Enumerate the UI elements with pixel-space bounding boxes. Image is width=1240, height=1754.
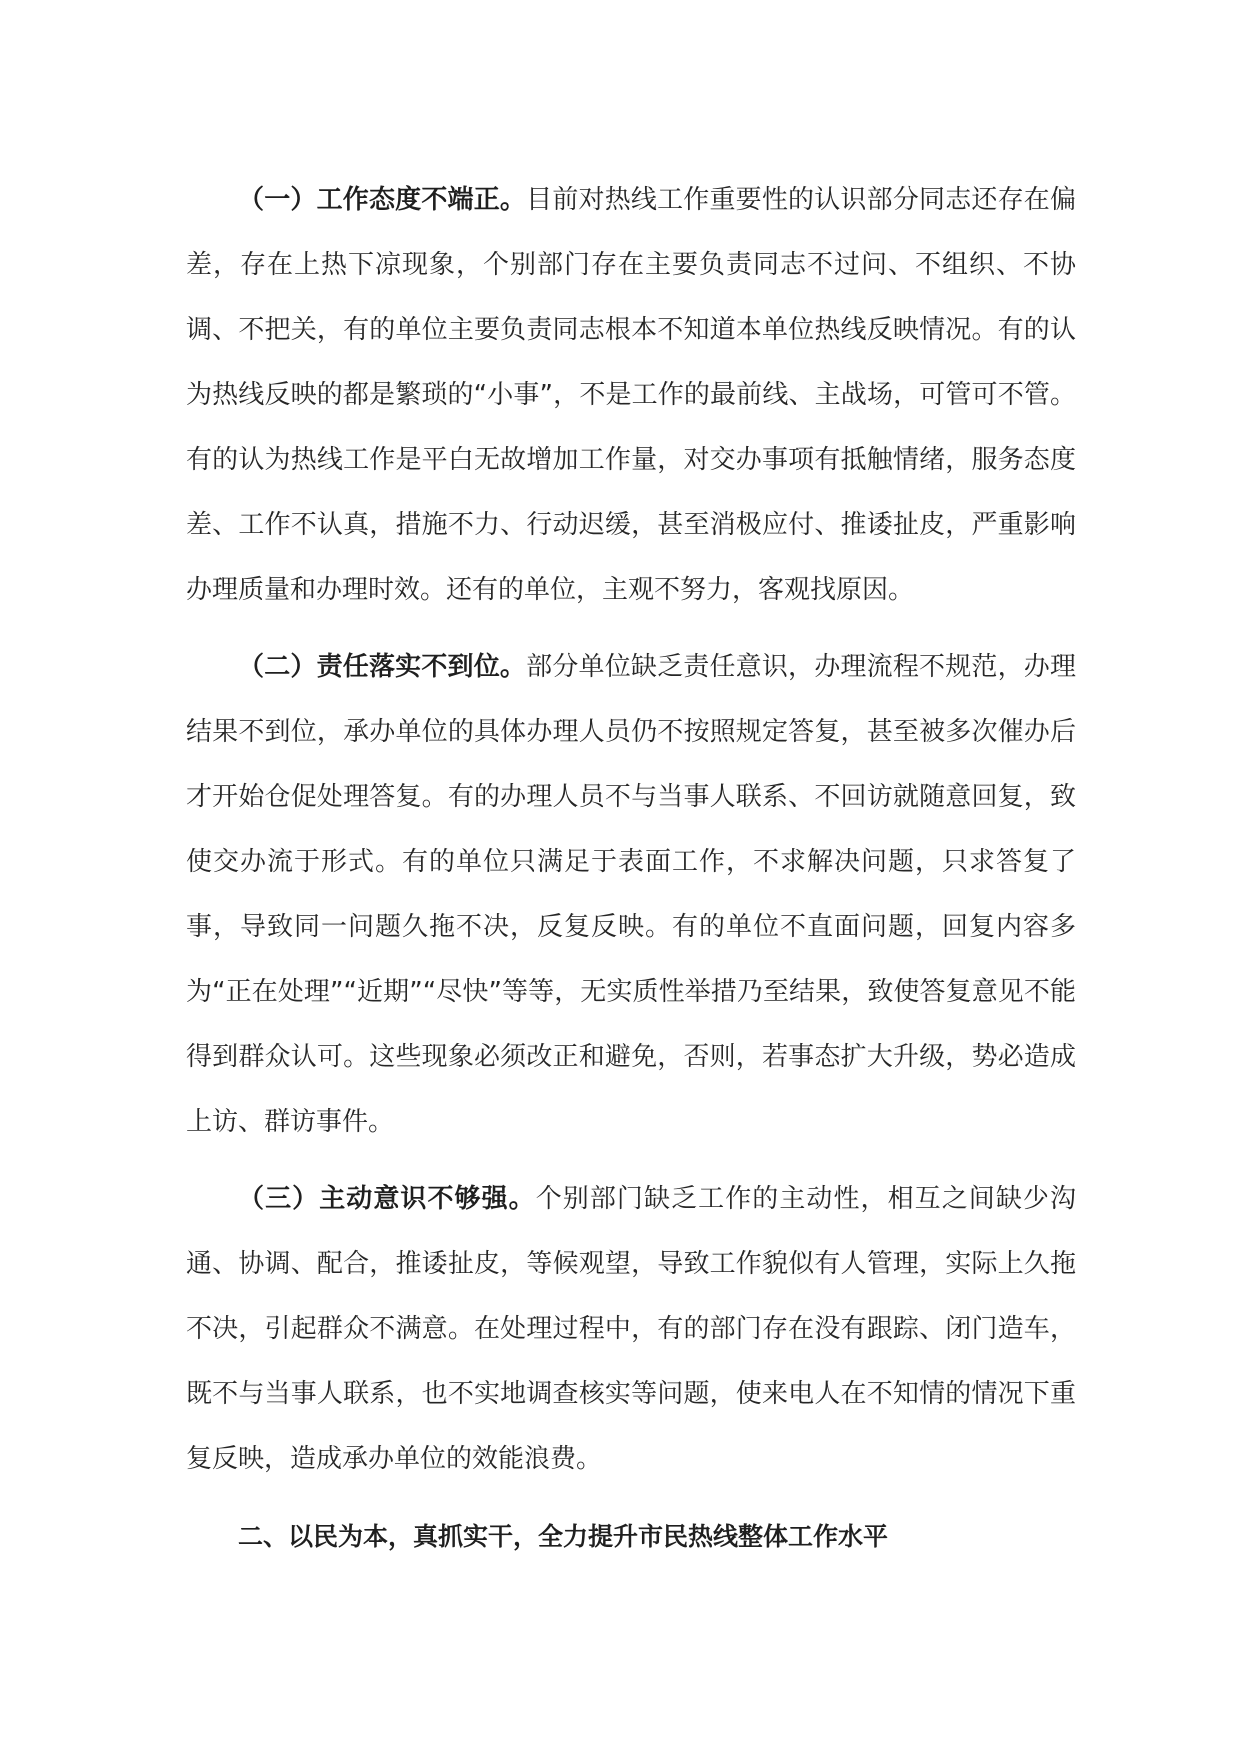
paragraph-body: 个别部门缺乏工作的主动性，相互之间缺少沟通、协调、配合，推诿扯皮，等候观望，导致工作貌似有人管理，实际上久拖不决，引起群众不满意。在处理过程中，有的部门存在没有跟踪、闭门造车，既不与当事人联系，也不实地调查核实等问题，使来电人在不知情的情况下重复反映，造成承办单位的效能浪费。 <box>186 1184 1076 1474</box>
paragraph-initiative <box>186 1167 1076 1492</box>
paragraph-responsibility <box>186 635 1076 1155</box>
paragraph-body: 目前对热线工作重要性的认识部分同志还存在偏差，存在上热下凉现象，个别部门存在主要负责同志不过问、不组织、不协调、不把关，有的单位主要负责同志根本不知道本单位热线反映情况。有的认为热线反映的都是繁琐的“小事”，不是工作的最前线、主战场，可管可不管。有的认为热线工作是平白无故增加工作量，对交办事项有抵触情绪，服务态度差、工作不认真，措施不力、行动迟缓，甚至消极应付、推诿扯皮，严重影响办理质量和办理时效。还有的单位，主观不努力，客观找原因。 <box>186 185 1076 605</box>
paragraph-lead: （一）工作态度不端正。 <box>238 185 527 215</box>
paragraph-lead: （三）主动意识不够强。 <box>238 1184 536 1214</box>
paragraph-body: 部分单位缺乏责任意识，办理流程不规范，办理结果不到位，承办单位的具体办理人员仍不按照规定答复，甚至被多次催办后才开始仓促处理答复。有的办理人员不与当事人联系、不回访就随意回复，致使交办流于形式。有的单位只满足于表面工作，不求解决问题，只求答复了事，导致同一问题久拖不决，反复反映。有的单位不直面问题，回复内容多为“正在处理”“近期”“尽快”等等，无实质性举措乃至结果，致使答复意见不能得到群众认可。这些现象必须改正和避免，否则，若事态扩大升级，势必造成上访、群访事件。 <box>186 652 1076 1137</box>
section-heading: 二、以民为本，真抓实干，全力提升市民热线整体工作水平 <box>238 1522 889 1551</box>
document-page <box>186 168 1076 1569</box>
paragraph-lead: （二）责任落实不到位。 <box>238 652 527 682</box>
paragraph-work-attitude <box>186 168 1076 623</box>
